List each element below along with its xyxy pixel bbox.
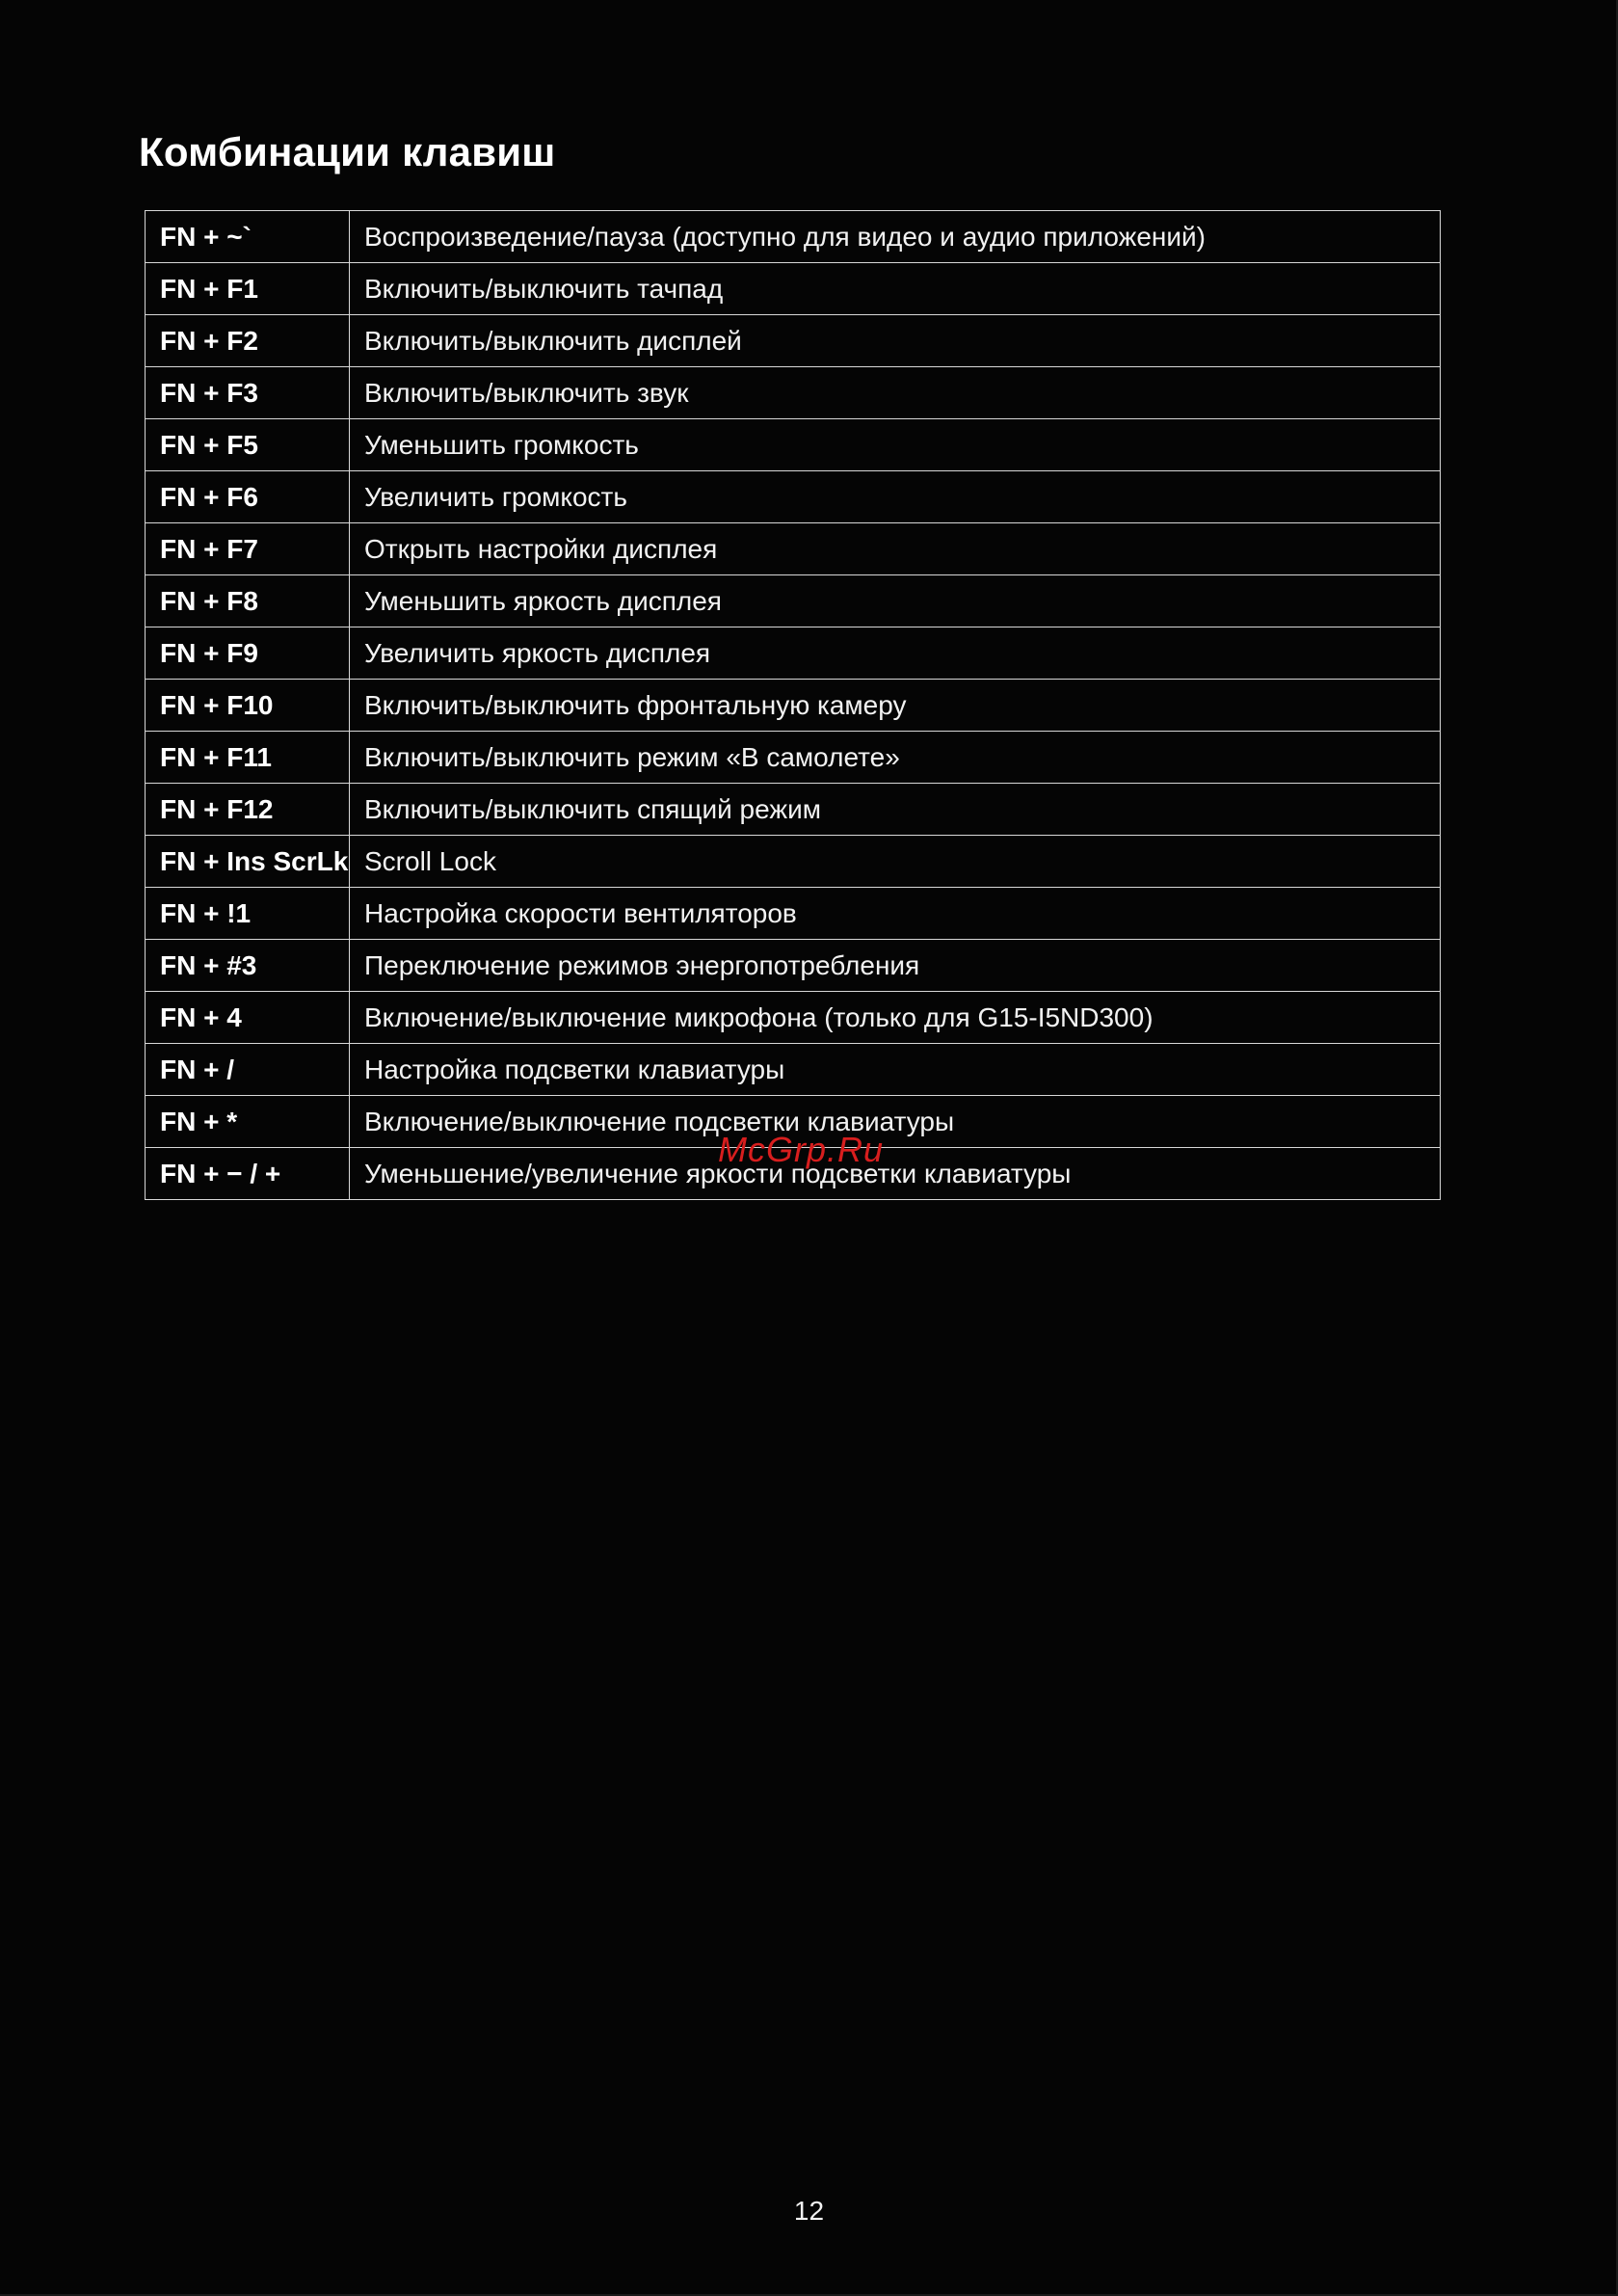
shortcuts-table-body: [146, 211, 1441, 1200]
table-row: [146, 888, 1441, 940]
shortcut-key: FN + F6: [146, 471, 350, 523]
shortcut-action: Переключение режимов энергопотребления: [350, 940, 1441, 992]
table-row: [146, 575, 1441, 627]
shortcut-key: FN + F1: [146, 263, 350, 315]
shortcut-key: FN + !1: [146, 888, 350, 940]
shortcut-action: Включить/выключить спящий режим: [350, 784, 1441, 836]
watermark: McGrp.Ru: [718, 1130, 885, 1169]
shortcut-key: FN + ~`: [146, 211, 350, 263]
table-row: [146, 732, 1441, 784]
shortcut-action: Уменьшение/увеличение яркости подсветки клавиатуры: [350, 1148, 1441, 1200]
shortcut-key: FN + Ins ScrLk: [146, 836, 350, 888]
table-row: [146, 419, 1441, 471]
table-row: [146, 627, 1441, 680]
table-row: [146, 263, 1441, 315]
shortcut-action: Включить/выключить звук: [350, 367, 1441, 419]
table-row: [146, 836, 1441, 888]
shortcut-action: Включить/выключить тачпад: [350, 263, 1441, 315]
shortcut-action: Открыть настройки дисплея: [350, 523, 1441, 575]
shortcut-action: Включить/выключить режим «В самолете»: [350, 732, 1441, 784]
shortcut-action: Воспроизведение/пауза (доступно для видео и аудио приложений): [350, 211, 1441, 263]
shortcut-key: FN + F5: [146, 419, 350, 471]
shortcut-action: Включить/выключить дисплей: [350, 315, 1441, 367]
shortcut-key: FN + 4: [146, 992, 350, 1044]
shortcut-action: Настройка подсветки клавиатуры: [350, 1044, 1441, 1096]
table-row: [146, 1044, 1441, 1096]
shortcut-key: FN + #3: [146, 940, 350, 992]
shortcut-action: Настройка скорости вентиляторов: [350, 888, 1441, 940]
shortcut-key: FN + F10: [146, 680, 350, 732]
shortcut-key: FN + F7: [146, 523, 350, 575]
page-number: 12: [793, 2196, 825, 2226]
table-row: [146, 367, 1441, 419]
shortcut-action: Увеличить яркость дисплея: [350, 627, 1441, 680]
table-row: [146, 680, 1441, 732]
shortcut-key: FN + F11: [146, 732, 350, 784]
shortcut-key: FN + F2: [146, 315, 350, 367]
shortcut-action: Включение/выключение подсветки клавиатуры: [350, 1096, 1441, 1148]
shortcut-action: Уменьшить яркость дисплея: [350, 575, 1441, 627]
table-row: [146, 315, 1441, 367]
table-row: [146, 471, 1441, 523]
table-row: [146, 523, 1441, 575]
shortcut-key: FN + F8: [146, 575, 350, 627]
table-row: [146, 211, 1441, 263]
page-title: Комбинации клавиш: [139, 129, 556, 174]
table-row: [146, 940, 1441, 992]
shortcut-key: FN + F3: [146, 367, 350, 419]
shortcut-action: Включить/выключить фронтальную камеру: [350, 680, 1441, 732]
shortcut-key: FN + F12: [146, 784, 350, 836]
shortcut-action: Увеличить громкость: [350, 471, 1441, 523]
shortcut-key: FN + − / +: [146, 1148, 350, 1200]
shortcut-key: FN + /: [146, 1044, 350, 1096]
shortcuts-table: [145, 210, 1441, 1200]
table-row: [146, 784, 1441, 836]
shortcut-key: FN + F9: [146, 627, 350, 680]
shortcut-action: Включение/выключение микрофона (только для G15-I5ND300): [350, 992, 1441, 1044]
table-row: [146, 992, 1441, 1044]
shortcut-key: FN + *: [146, 1096, 350, 1148]
shortcut-action: Уменьшить громкость: [350, 419, 1441, 471]
shortcut-action: Scroll Lock: [350, 836, 1441, 888]
